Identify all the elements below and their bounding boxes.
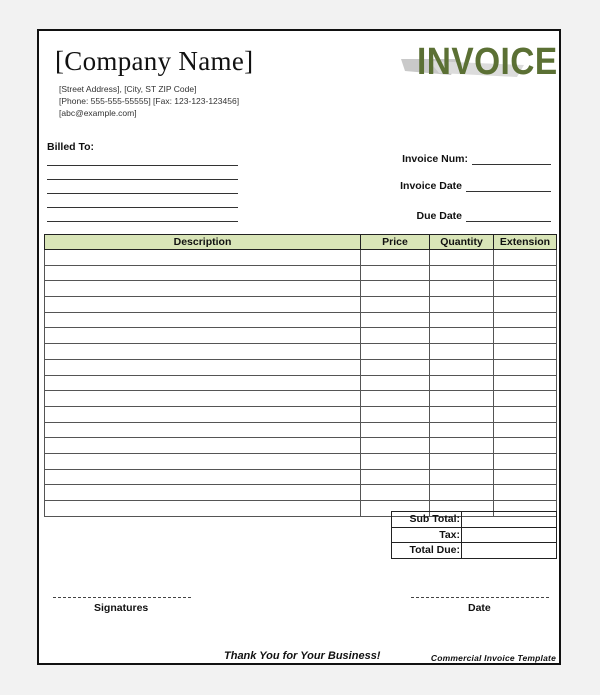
table-row xyxy=(45,375,557,391)
extension-cell[interactable] xyxy=(494,359,557,375)
billed-to-line[interactable] xyxy=(47,221,238,222)
column-header-quantity: Quantity xyxy=(430,235,494,250)
quantity-cell[interactable] xyxy=(430,265,494,281)
price-cell[interactable] xyxy=(361,485,430,501)
extension-cell[interactable] xyxy=(494,328,557,344)
subtotal-row xyxy=(392,512,557,528)
total-due-label: Total Due: xyxy=(392,543,462,559)
template-name: Commercial Invoice Template xyxy=(430,653,556,663)
quantity-cell[interactable] xyxy=(430,438,494,454)
price-cell[interactable] xyxy=(361,250,430,266)
price-cell[interactable] xyxy=(361,328,430,344)
extension-cell[interactable] xyxy=(494,438,557,454)
extension-cell[interactable] xyxy=(494,485,557,501)
description-cell[interactable] xyxy=(45,375,361,391)
invoice-date-label: Invoice Date xyxy=(400,180,462,192)
price-cell[interactable] xyxy=(361,406,430,422)
company-contact: [Phone: 555-555-55555] [Fax: 123-123-123456] xyxy=(59,96,240,106)
price-cell[interactable] xyxy=(361,265,430,281)
description-cell[interactable] xyxy=(45,265,361,281)
description-cell[interactable] xyxy=(45,391,361,407)
price-cell[interactable] xyxy=(361,281,430,297)
table-row xyxy=(45,328,557,344)
thank-you-message: Thank You for Your Business! xyxy=(224,650,381,662)
invoice-num-input[interactable] xyxy=(472,154,551,165)
price-cell[interactable] xyxy=(361,297,430,313)
extension-cell[interactable] xyxy=(494,453,557,469)
date-signature-line[interactable] xyxy=(411,597,549,598)
table-row xyxy=(45,359,557,375)
description-cell[interactable] xyxy=(45,501,361,517)
billed-to-line[interactable] xyxy=(47,207,238,208)
description-cell[interactable] xyxy=(45,453,361,469)
price-cell[interactable] xyxy=(361,453,430,469)
extension-cell[interactable] xyxy=(494,297,557,313)
description-cell[interactable] xyxy=(45,328,361,344)
line-items-table xyxy=(44,234,557,517)
extension-cell[interactable] xyxy=(494,250,557,266)
quantity-cell[interactable] xyxy=(430,250,494,266)
line-items-body xyxy=(45,250,557,517)
total-due-value-cell[interactable] xyxy=(462,543,557,559)
extension-cell[interactable] xyxy=(494,406,557,422)
extension-cell[interactable] xyxy=(494,344,557,360)
description-cell[interactable] xyxy=(45,422,361,438)
billed-to-line[interactable] xyxy=(47,193,238,194)
table-row xyxy=(45,250,557,266)
description-cell[interactable] xyxy=(45,344,361,360)
extension-cell[interactable] xyxy=(494,265,557,281)
signatures-label: Signatures xyxy=(94,602,149,614)
subtotal-value-cell[interactable] xyxy=(462,512,557,528)
table-row xyxy=(45,281,557,297)
signature-line[interactable] xyxy=(53,597,191,598)
due-date-label: Due Date xyxy=(416,210,462,222)
table-row xyxy=(45,438,557,454)
extension-cell[interactable] xyxy=(494,391,557,407)
table-row xyxy=(45,422,557,438)
table-row xyxy=(45,469,557,485)
tax-row xyxy=(392,527,557,543)
billed-to-label: Billed To: xyxy=(47,141,95,153)
total-due-row xyxy=(392,543,557,559)
table-row xyxy=(45,406,557,422)
description-cell[interactable] xyxy=(45,406,361,422)
company-address: [Street Address], [City, ST ZIP Code] xyxy=(59,84,197,94)
description-cell[interactable] xyxy=(45,438,361,454)
billed-to-line[interactable] xyxy=(47,179,238,180)
price-cell[interactable] xyxy=(361,469,430,485)
table-row xyxy=(45,344,557,360)
description-cell[interactable] xyxy=(45,312,361,328)
invoice-num-label: Invoice Num: xyxy=(402,153,468,165)
quantity-cell[interactable] xyxy=(430,281,494,297)
quantity-cell[interactable] xyxy=(430,391,494,407)
quantity-cell[interactable] xyxy=(430,469,494,485)
price-cell[interactable] xyxy=(361,359,430,375)
extension-cell[interactable] xyxy=(494,312,557,328)
quantity-cell[interactable] xyxy=(430,328,494,344)
price-cell[interactable] xyxy=(361,422,430,438)
table-row xyxy=(45,297,557,313)
due-date-input[interactable] xyxy=(466,211,551,222)
description-cell[interactable] xyxy=(45,469,361,485)
price-cell[interactable] xyxy=(361,375,430,391)
quantity-cell[interactable] xyxy=(430,312,494,328)
quantity-cell[interactable] xyxy=(430,344,494,360)
price-cell[interactable] xyxy=(361,344,430,360)
table-row xyxy=(45,265,557,281)
invoice-date-field xyxy=(400,180,551,192)
description-cell[interactable] xyxy=(45,485,361,501)
price-cell[interactable] xyxy=(361,312,430,328)
description-cell[interactable] xyxy=(45,297,361,313)
tax-label: Tax: xyxy=(392,527,462,543)
company-email: [abc@example.com] xyxy=(59,108,137,118)
date-label: Date xyxy=(468,602,491,614)
company-name: [Company Name] xyxy=(55,46,254,76)
column-header-description: Description xyxy=(45,235,361,250)
column-header-price: Price xyxy=(361,235,430,250)
subtotal-label: Sub Total: xyxy=(392,512,462,528)
quantity-cell[interactable] xyxy=(430,422,494,438)
table-row xyxy=(45,453,557,469)
invoice-date-input[interactable] xyxy=(466,181,551,192)
invoice-page xyxy=(37,29,561,665)
description-cell[interactable] xyxy=(45,281,361,297)
table-row xyxy=(45,312,557,328)
due-date-field xyxy=(416,210,551,222)
totals-table xyxy=(391,511,557,559)
invoice-num-field xyxy=(402,153,551,165)
table-header-row xyxy=(45,235,557,250)
description-cell[interactable] xyxy=(45,250,361,266)
extension-cell[interactable] xyxy=(494,422,557,438)
price-cell[interactable] xyxy=(361,438,430,454)
tax-value-cell[interactable] xyxy=(462,527,557,543)
invoice-title: INVOICE xyxy=(417,41,558,83)
quantity-cell[interactable] xyxy=(430,485,494,501)
quantity-cell[interactable] xyxy=(430,406,494,422)
extension-cell[interactable] xyxy=(494,281,557,297)
quantity-cell[interactable] xyxy=(430,359,494,375)
price-cell[interactable] xyxy=(361,391,430,407)
description-cell[interactable] xyxy=(45,359,361,375)
table-row xyxy=(45,485,557,501)
quantity-cell[interactable] xyxy=(430,297,494,313)
extension-cell[interactable] xyxy=(494,375,557,391)
billed-to-line[interactable] xyxy=(47,165,238,166)
quantity-cell[interactable] xyxy=(430,375,494,391)
quantity-cell[interactable] xyxy=(430,453,494,469)
table-row xyxy=(45,391,557,407)
extension-cell[interactable] xyxy=(494,469,557,485)
column-header-extension: Extension xyxy=(494,235,557,250)
